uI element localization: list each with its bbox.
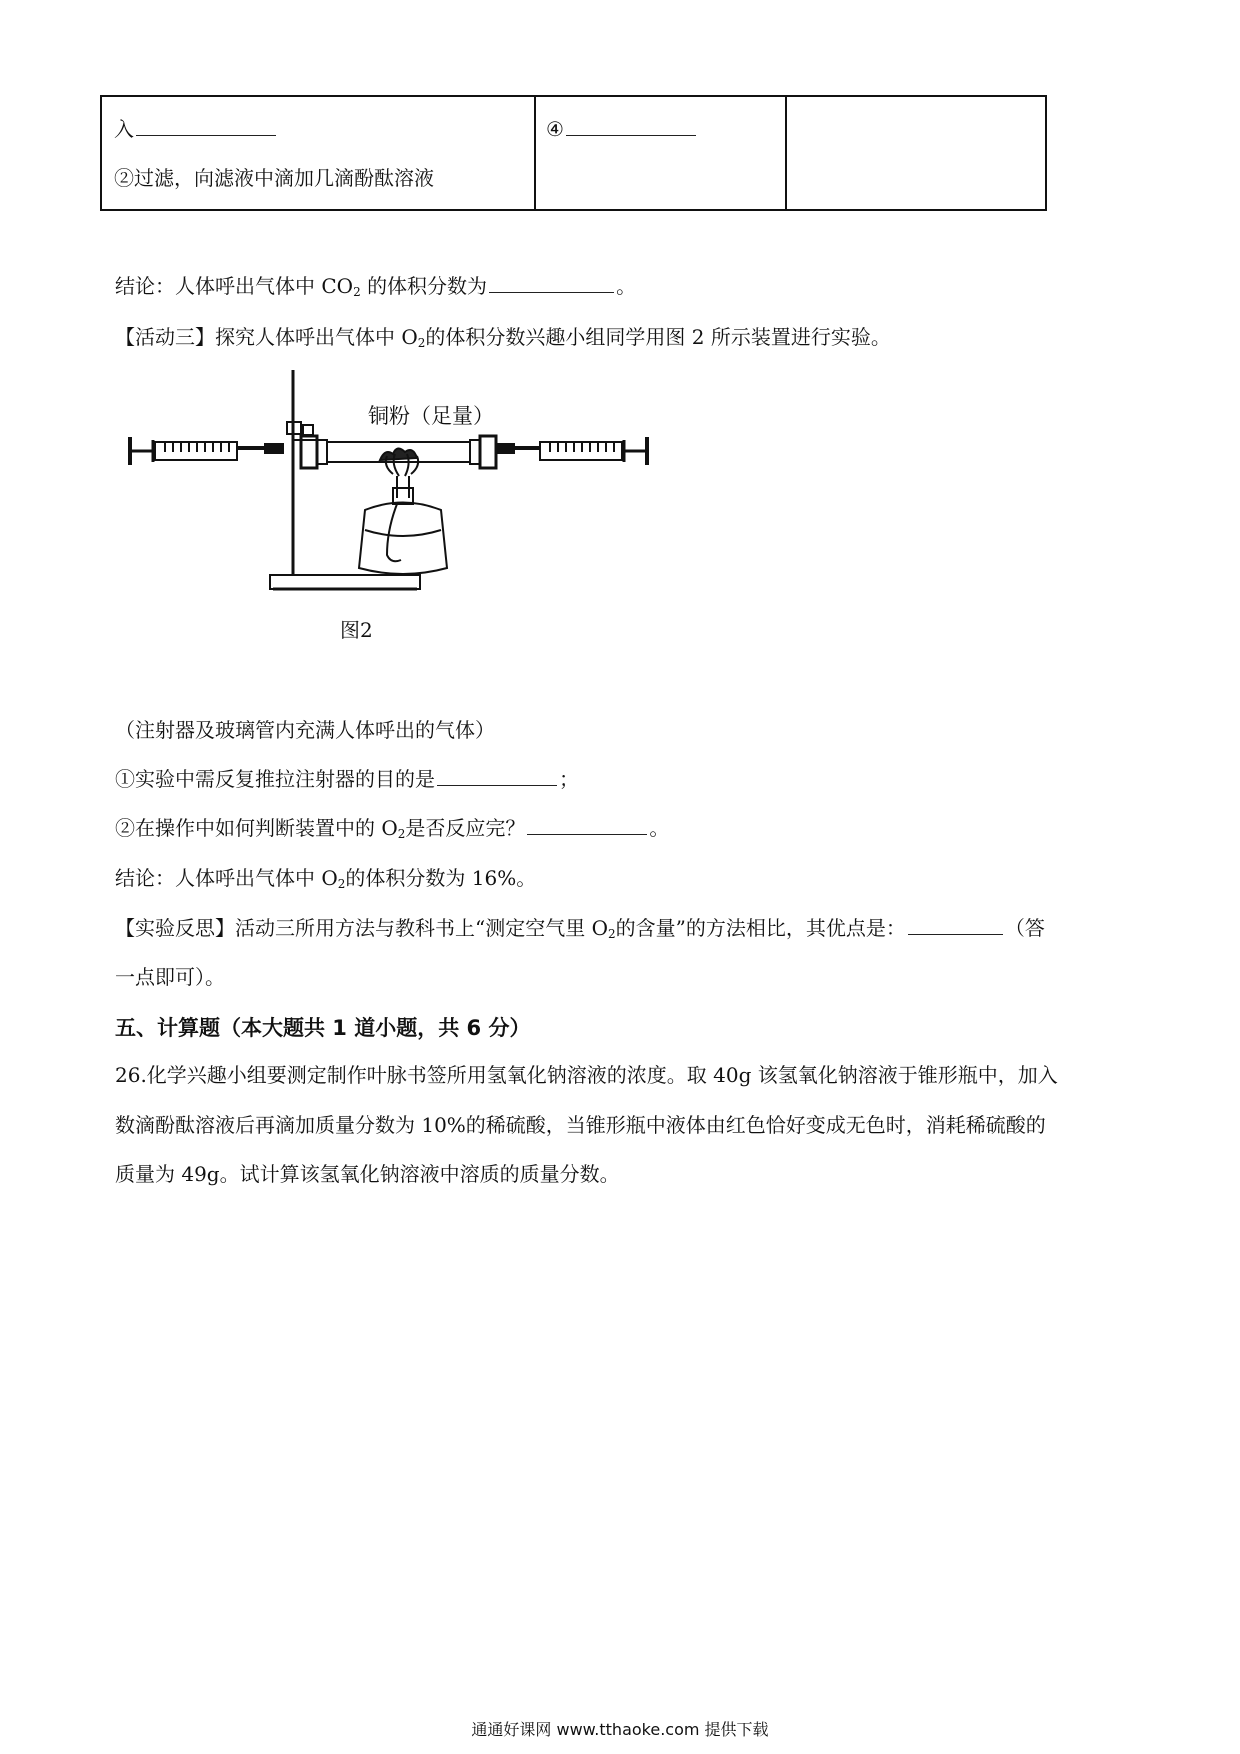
copper-powder-label: 铜粉（足量） [368, 404, 494, 428]
activity3-text: 【活动三】探究人体呼出气体中 $O_2$的体积分数兴趣小组同学用图 2 所示装置进行实验。 [115, 325, 891, 350]
left-syringe [130, 437, 283, 465]
table-cell2-text: ④ [546, 115, 698, 143]
table-row-text-1: 入 [114, 115, 278, 143]
conclusion-o2: 结论：人体呼出气体中 $O_2$的体积分数为 16%。 [115, 866, 537, 891]
section-title: 五、计算题（本大题共 1 道小题，共 6 分） [115, 1016, 531, 1040]
question-1: ①实验中需反复推拉注射器的目的是 ； [115, 767, 579, 791]
answer-blank[interactable] [136, 115, 276, 136]
question-2: ②在操作中如何判断装置中的 $O_2$是否反应完？ 。 [115, 816, 670, 841]
figure-caption: 图2 [340, 618, 373, 642]
reflection-line-1: 【实验反思】活动三所用方法与教科书上“测定空气里 $O_2$的含量”的方法相比，其优点是： （答 [115, 916, 1045, 941]
footer-credit: 通通好课网 www.tthaoke.com 提供下载 [471, 1720, 769, 1739]
table-cell-conclusion [785, 97, 1045, 209]
problem-26-line-2: 数滴酚酞溶液后再滴加质量分数为 10%的稀硫酸，当锥形瓶中液体由红色恰好变成无色时，消耗稀硫酸的 [115, 1113, 1046, 1137]
alcohol-lamp [359, 488, 447, 574]
table-row-text-2: ②过滤，向滤液中滴加几滴酚酞溶液 [114, 166, 434, 190]
problem-26-line-1: 26.化学兴趣小组要测定制作叶脉书签所用氢氧化钠溶液的浓度。取 40g 该氢氧化钠溶液于锥形瓶中，加入 [115, 1063, 1058, 1087]
syringe-note: （注射器及玻璃管内充满人体呼出的气体） [115, 718, 495, 742]
reflection-line-2: 一点即可）。 [115, 965, 225, 989]
table-cell-phenomenon [534, 97, 787, 209]
glass-tube [301, 436, 496, 468]
right-syringe [496, 437, 647, 465]
problem-26-line-3: 质量为 49g。试计算该氢氧化钠溶液中溶质的质量分数。 [115, 1162, 620, 1186]
experiment-table [100, 95, 1047, 211]
answer-blank[interactable] [527, 814, 647, 835]
table-cell-operation [102, 97, 536, 209]
conclusion-co2: 结论：人体呼出气体中 $CO_2$ 的体积分数为 。 [115, 274, 637, 299]
answer-blank[interactable] [437, 765, 557, 786]
answer-blank[interactable] [566, 115, 696, 136]
answer-blank[interactable] [489, 272, 614, 293]
answer-blank[interactable] [908, 914, 1003, 935]
